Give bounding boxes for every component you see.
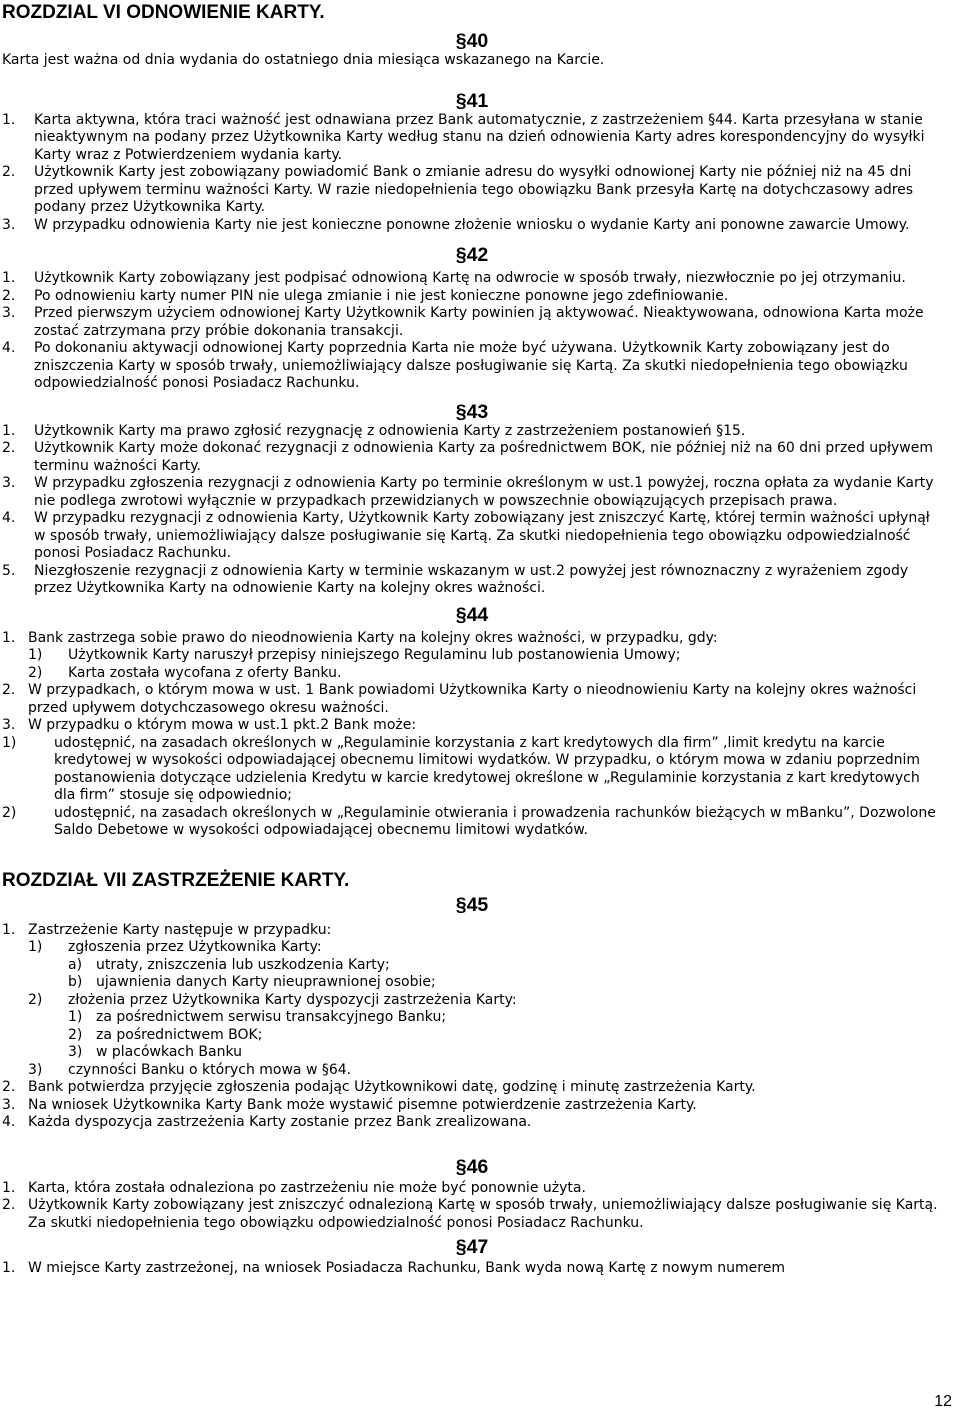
list-item: 3. W przypadku o którym mowa w ust.1 pkt.2 Bank może: [2, 717, 417, 733]
paragraph-number: § 41 [2, 90, 942, 112]
page-number: 12 [934, 1393, 952, 1410]
list-item: 2. Po odnowieniu karty numer PIN nie ulega zmianie i nie jest konieczne ponowne jego zdefiniowanie. [2, 287, 729, 304]
sub-item: 2) złożenia przez Użytkownika Karty dyspozycji zastrzeżenia Karty: [28, 991, 517, 1008]
list-item: 3. Przed pierwszym użyciem odnowionej Karty Użytkownik Karty powinien ją aktywować. Nieaktywowana, odnowiona Karta może zostać zatrzymana przy próbie dokonania transakcji. [2, 305, 924, 339]
sub-item: 1) zgłoszenia przez Użytkownika Karty: [28, 939, 322, 955]
list-item: 3. Na wniosek Użytkownika Karty Bank może wystawić pisemne potwierdzenie zastrzeżenia Karty. [2, 1096, 697, 1113]
list-item: 4. W przypadku rezygnacji z odnowienia Karty, Użytkownik Karty zobowiązany jest zniszczyć Kartę, której termin ważności upłynął w sposób trwały, uniemożliwiający dalsze posługiwanie się Kartą. Za skutki niedopełnienia tego obowiązku odpowiedzialność ponosi Posiadacz Rachunku. [2, 510, 930, 561]
list-item: 2. Użytkownik Karty zobowiązany jest zniszczyć odnalezioną Kartę w sposób trwały, uniemożliwiający dalsze posługiwanie się Kartą. Za skutki niedopełnienia tego obowiązku odpowiedzialność ponosi Posiadacz Rachunku. [2, 1197, 938, 1231]
sub-item: 3) czynności Banku o których mowa w §64. [28, 1061, 352, 1078]
sub-item: 2) Karta została wycofana z oferty Banku. [28, 664, 342, 681]
sub-sub-item: a) utraty, zniszczenia lub uszkodzenia Karty; [68, 956, 390, 973]
list-item: 4. Każda dyspozycja zastrzeżenia Karty zostanie przez Bank zrealizowana. [2, 1114, 532, 1130]
sub-sub-item: 1) za pośrednictwem serwisu transakcyjnego Banku; [68, 1009, 447, 1025]
list-item: 1. Użytkownik Karty zobowiązany jest podpisać odnowioną Kartę na odwrocie w sposób trwały, niezwłocznie po jej otrzymaniu. [2, 270, 906, 286]
sub-sub-item: 3) w placówkach Banku [68, 1044, 243, 1060]
list-item: 1. Użytkownik Karty ma prawo zgłosić rezygnację z odnowienia Karty z zastrzeżeniem postanowień §15. [2, 422, 746, 439]
paragraph-number: § 47 [2, 1236, 942, 1258]
document-page [2, 0, 942, 1278]
list-item: 1. Zastrzeżenie Karty następuje w przypadku: [2, 921, 332, 938]
list-item: 3. W przypadku zgłoszenia rezygnacji z odnowienia Karty po terminie określonym w ust.1 powyżej, roczna opłata za wydanie Karty nie podlega zwrotowi wyłącznie w przypadkach przewidzianych w powszechnie obowiązujących przepisach prawa. [2, 475, 934, 509]
list-item: 2. W przypadkach, o którym mowa w ust. 1 Bank powiadomi Użytkownika Karty o nieodnowieniu Karty na kolejny okres ważności przed upływem dotychczasowego okresu ważności. [2, 682, 917, 716]
list-item: 3. W przypadku odnowienia Karty nie jest konieczne ponowne złożenie wniosku o wydanie Karty ani ponowne zawarcie Umowy. [2, 216, 910, 233]
list-item: 1. Karta, która została odnaleziona po zastrzeżeniu nie może być ponownie użyta. [2, 1179, 586, 1196]
sub-item: 1) udostępnić, na zasadach określonych w „Regulaminie korzystania z kart kredytowych dla firm” ,limit kredytu na karcie kredytowej w wysokości odpowiadającej obecnemu limitowi wydatków. W przypadku, o którym mowa w zdaniu poprzednim postanowienia dotyczące udzielenia Kredytu w karcie kredytowej określone w „Regulaminie korzystania z kart kredytowych dla firm” stosuje się odpowiednio; [2, 734, 921, 803]
chapter-title: ROZDZIAŁ VII ZASTRZEŻENIE KARTY. [2, 869, 350, 891]
sub-item: 2) udostępnić, na zasadach określonych w „Regulaminie otwierania i prowadzenia rachunków bieżących w mBanku”, Dozwolone Saldo Debetowe w wysokości odpowiadającej obecnemu limitowi wydatków. [2, 804, 936, 838]
sub-sub-item: b) ujawnienia danych Karty nieuprawnionej osobie; [68, 974, 436, 990]
list-item: 5. Niezgłoszenie rezygnacji z odnowienia Karty w terminie wskazanym w ust.2 powyżej jest równoznaczny z wyrażeniem zgody przez Użytkownika Karty na odnowienie Karty na kolejny okres ważności. [2, 562, 909, 596]
paragraph-number: § 42 [2, 244, 942, 266]
paragraph-text: Karta jest ważna od dnia wydania do ostatniego dnia miesiąca wskazanego na Karcie. [2, 52, 605, 68]
list-item: 2. Użytkownik Karty jest zobowiązany powiadomić Bank o zmianie adresu do wysyłki odnowionej Karty nie później niż na 45 dni przed upływem terminu ważności Karty. W razie niedopełnienia tego obowiązku Bank przesyła Kartę na dotychczasowy adres podany przez Użytkownika Karty. [2, 164, 914, 215]
paragraph-number: § 43 [2, 401, 942, 423]
paragraph-number: § 44 [2, 604, 942, 626]
list-item: 4. Po dokonaniu aktywacji odnowionej Karty poprzednia Karta nie może być używana. Użytkownik Karty zobowiązany jest do zniszczenia Karty w sposób trwały, uniemożliwiający dalsze posługiwanie się Kartą. Za skutki niedopełnienia tego obowiązku odpowiedzialność ponosi Posiadacz Rachunku. [2, 340, 908, 391]
sub-item: 1) Użytkownik Karty naruszył przepisy niniejszego Regulaminu lub postanowienia Umowy; [28, 647, 681, 663]
paragraph-number: § 40 [2, 30, 942, 52]
list-item: 2. Bank potwierdza przyjęcie zgłoszenia podając Użytkownikowi datę, godzinę i minutę zastrzeżenia Karty. [2, 1079, 756, 1095]
chapter-title: ROZDZIAL VI ODNOWIENIE KARTY. [2, 2, 325, 23]
list-item: 1. W miejsce Karty zastrzeżonej, na wniosek Posiadacza Rachunku, Bank wyda nową Kartę z nowym numerem [2, 1260, 785, 1276]
list-item: 2. Użytkownik Karty może dokonać rezygnacji z odnowienia Karty za pośrednictwem BOK, nie później niż na 60 dni przed upływem terminu ważności Karty. [2, 440, 934, 474]
sub-sub-item: 2) za pośrednictwem BOK; [68, 1026, 263, 1043]
paragraph-number: § 46 [2, 1156, 942, 1178]
paragraph-number: § 45 [2, 894, 942, 916]
list-item: 1. Karta aktywna, która traci ważność jest odnawiana przez Bank automatycznie, z zastrzeżeniem §44. Karta przesyłana w stanie nieaktywnym na podany przez Użytkownika Karty według stanu na dzień odnowienia Karty adres korespondencyjny do wysyłki Karty wraz z Potwierdzeniem wydania karty. [2, 111, 925, 163]
list-item: 1. Bank zastrzega sobie prawo do nieodnowienia Karty na kolejny okres ważności, w przypadku, gdy: [2, 629, 718, 646]
